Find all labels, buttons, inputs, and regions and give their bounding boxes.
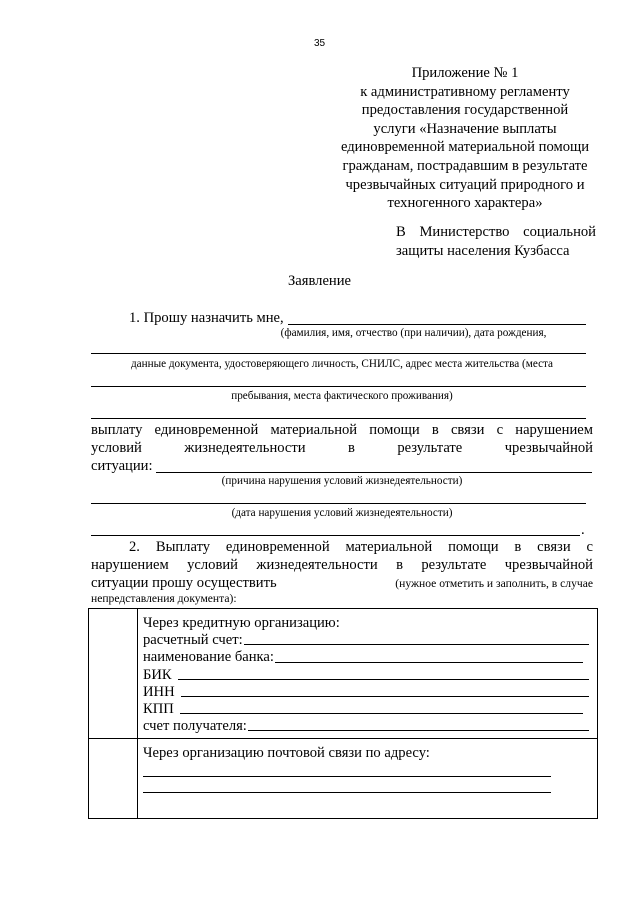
hint-name: (фамилия, имя, отчество (при наличии), дата рождения, [280,327,547,339]
section1-text-line: условий жизнедеятельности в результате чрезвычайной [91,440,593,456]
appendix-line: гражданам, пострадавшим в результате [342,157,588,174]
bik-field[interactable]: БИК [143,667,589,684]
addressee-line: защиты населения Кузбасса [396,243,570,259]
addressee [396,223,596,261]
post-heading: Через организацию почтовой связи по адресу: [143,745,430,761]
appendix-line: техногенного характера» [387,195,543,212]
fill-line[interactable] [91,535,580,536]
hint-reason: (причина нарушения условий жизнедеятельности) [221,475,463,487]
date-field[interactable] [91,503,586,504]
page-number: 35 [313,38,326,49]
bank-name-field[interactable]: наименование банка: [143,649,583,666]
inn-field[interactable]: ИНН [143,684,589,701]
appendix-line: единовременной материальной помощи [340,139,590,156]
bank-option-checkbox[interactable] [89,609,138,739]
section1-text-line: ситуации: [91,458,153,474]
section2-text-line [91,575,593,592]
section2-note: (нужное отметить и заполнить, в случае [395,577,593,590]
appendix-line: чрезвычайных ситуаций природного и [345,176,585,193]
account-field[interactable]: расчетный счет: [143,632,589,649]
fill-line[interactable] [91,353,586,354]
appendix-line: предоставления государственной [361,102,569,119]
hint-date: (дата нарушения условий жизнедеятельности) [231,507,453,519]
end-mark: . [581,522,585,538]
reason-field[interactable] [156,472,592,473]
appendix-line: услуги «Назначение выплаты [373,120,557,137]
post-address-line[interactable] [143,762,551,777]
section1-intro: 1. Прошу назначить мне, [129,310,284,326]
appendix-line: Приложение № 1 [411,65,519,81]
bank-option-cell [138,609,598,739]
appendix-header [330,64,600,213]
hint-stay: пребывания, места фактического проживания) [231,390,453,402]
bank-heading: Через кредитную организацию: [143,615,340,631]
recipient-account-field[interactable]: счет получателя: [143,718,589,735]
post-option-cell [138,739,598,819]
appendix-line: к административному регламенту [360,83,570,100]
section2-text-line: нарушением условий жизнедеятельности в результате чрезвычайной [91,557,593,573]
section1-text-line: выплату единовременной материальной помощи в связи с нарушением [91,422,593,438]
section2-text-line: 2. Выплату единовременной материальной помощи в связи с [129,539,593,555]
post-option-checkbox[interactable] [89,739,138,819]
payment-options-table [88,608,598,819]
addressee-line: В Министерство социальной [396,224,596,240]
hint-document: данные документа, удостоверяющего личность, СНИЛС, адрес места жительства (места [130,358,554,370]
section2-note-line: непредставления документа): [91,592,237,605]
kpp-field[interactable]: КПП [143,701,583,718]
post-address-line[interactable] [143,777,551,793]
document-title: Заявление [287,273,352,289]
name-field[interactable] [288,324,586,325]
fill-line[interactable] [91,418,586,419]
section2-main: ситуации прошу осуществить [91,575,277,591]
fill-line[interactable] [91,386,586,387]
